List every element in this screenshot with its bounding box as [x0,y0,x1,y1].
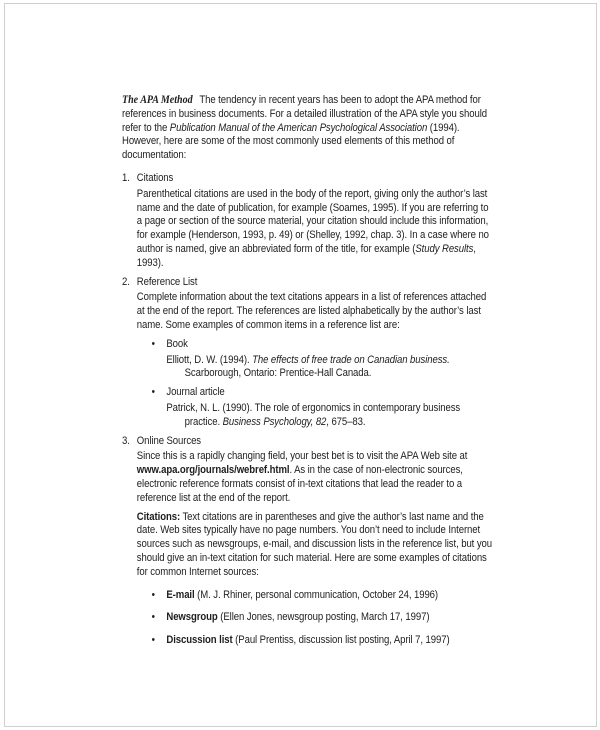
bullet-item [137,386,496,429]
bullet-row [137,338,496,352]
text-segment: www.apa.org/journals/webref.html [136,464,290,477]
bullet-label: Book [166,337,188,350]
paragraph [137,188,496,271]
text-segment: The effects of free trade on Canadian business. [252,353,450,366]
bullet-icon: • [151,337,155,350]
citation-text [166,634,449,648]
paragraph [137,291,496,332]
citation-bullet [137,611,496,625]
text-segment: Since this is a rapidly changing field, your best bet is to visit the APA Web site at [136,450,468,463]
text-segment: Scarborough, Ontario: Prentice-Hall Canada. [184,367,372,380]
citation-bullet [137,634,496,648]
section-blocks [122,188,496,271]
section-number: 2. [122,275,130,288]
reference-entry [137,402,496,430]
section-number: 1. [122,171,130,184]
section-blocks [122,450,496,648]
section-1 [122,172,496,271]
section-heading [122,276,496,290]
text-segment: (Paul Prentiss, discussion list posting, April 7, 1997) [232,634,450,647]
text-segment: Elliott, D. W. (1994). [166,353,253,366]
section-title: Citations [136,171,174,184]
text-segment: Patrick, N. L. (1990). The role of ergonomics in contemporary business practice. [166,401,461,428]
document-body [122,94,496,653]
text-segment: Publication Manual of the American Psychological Association [169,121,428,134]
section-2 [122,276,496,430]
reference-entry [137,354,496,382]
sections [122,172,496,648]
text-segment: E-mail [166,588,195,601]
bullet-icon: • [151,588,155,601]
bullet-label: Journal article [166,386,225,399]
text-segment: (1994). However, here are some of the most commonly used elements of this method of documentation: [122,121,460,162]
citation-text [166,611,429,625]
paragraph [137,511,496,580]
text-segment: The APA Method [122,94,193,106]
section-title: Reference List [136,275,198,288]
intro-paragraph [122,94,496,163]
text-segment: (M. J. Rhiner, personal communication, October 24, 1996) [194,588,439,601]
text-segment: , 1993). [136,242,476,269]
text-segment: Discussion list [166,634,233,647]
text-segment: Citations: [136,510,181,523]
section-number: 3. [122,434,130,447]
text-segment: . As in the case of non-electronic sources, electronic reference formats consist of in-text citations that lead the reader to a reference list at the end of the report. [136,464,463,504]
section-blocks [122,291,496,429]
text-segment: , 675–83. [326,415,366,428]
section-3 [122,435,496,648]
citation-text [166,589,438,603]
bullet-icon: • [151,386,155,399]
text-segment: Text citations are in parentheses and give the author’s last name and the date. Web sites typically have no page numbers. You don’t need to include Internet sources such as newsgroups, e-mail, and discussion lists in the reference list, but you should give an in-text citation for such material. Here are some examples of citations for common Internet sources: [136,510,492,578]
bullet-icon: • [151,611,155,624]
text-segment: Complete information about the text citations appears in a list of references attached at the end of the report. The references are listed alphabetically by the author’s last name. Some examples of common items in a reference list are: [136,291,487,331]
text-segment: Newsgroup [166,611,218,624]
text-segment: Business Psychology, 82 [222,415,327,428]
text-segment: Parenthetical citations are used in the body of the report, giving only the author’s last name and the date of publication, for example (Soames, 1995). If you are referring to a page or section of the source material, your citation should include this information, for example (Henderson, 1993, p. 49) or (Shelley, 1992, chap. 3). In a case where no author is named, give an abbreviated form of the title, for example ( [136,187,489,255]
section-title: Online Sources [136,434,202,447]
text-segment: (Ellen Jones, newsgroup posting, March 17, 1997) [217,611,430,624]
bullet-icon: • [151,634,155,647]
bullet-item [137,338,496,381]
text-segment: The tendency in recent years has been to adopt the APA method for references in business documents. For a detailed illustration of the APA style you should refer to the [122,94,487,134]
paragraph [137,450,496,505]
text-segment: Study Results [415,242,474,255]
bullet-row [137,386,496,400]
section-heading [122,435,496,449]
section-heading [122,172,496,186]
citation-bullet [137,589,496,603]
